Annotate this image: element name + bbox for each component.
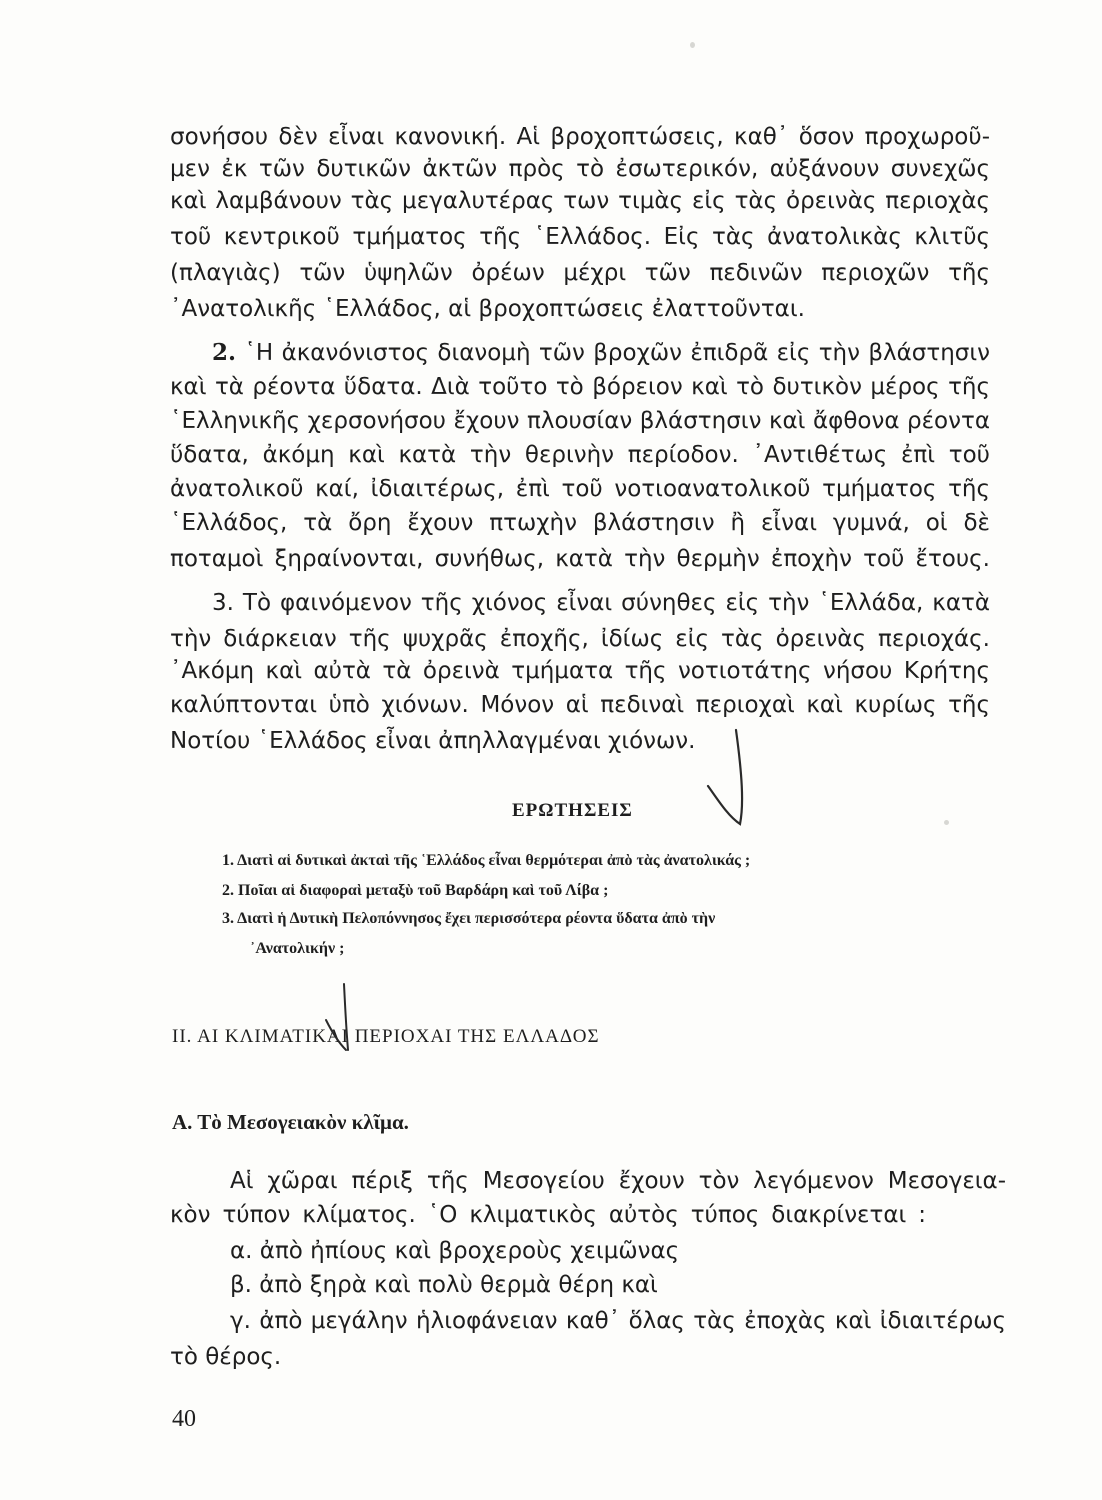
paragraph-2-number: 2.	[212, 339, 237, 366]
climate-line-6: τὸ θέρος.	[170, 1344, 282, 1370]
paragraph-2-line-7: ποταμοὶ ξηραίνονται, συνήθως, κατὰ τὴν θερμὴν ἐποχὴν τοῦ ἔτους.	[170, 546, 990, 572]
climate-line-4: β. ἀπὸ ξηρὰ καὶ πολὺ θερμὰ θέρη καὶ	[230, 1272, 658, 1298]
section-title: ΙΙ. ΑΙ ΚΛΙΜΑΤΙΚΑΙ ΠΕΡΙΟΧΑΙ ΤΗΣ ΕΛΛΑΔΟΣ	[172, 1026, 600, 1047]
paragraph-1-line-4: τοῦ κεντρικοῦ τμήματος τῆς ῾Ελλάδος. Εἰς τὰς ἀνατολικὰς κλιτῦς	[170, 224, 990, 250]
pen-check-mark-icon	[700, 728, 760, 830]
paragraph-2-line-1-text: ῾Η ἀκανόνιστος διανομὴ τῶν βροχῶν ἐπιδρᾶ εἰς τὴν βλάστησιν	[244, 340, 990, 366]
paragraph-2-line-3: ῾Ελληνικῆς χερσονήσου ἔχουν πλουσίαν βλάστησιν καὶ ἄφθονα ρέοντα	[170, 408, 990, 434]
page-number: 40	[172, 1406, 196, 1432]
question-3-continuation: ᾿Ανατολικήν ;	[250, 940, 345, 957]
climate-line-3: α. ἀπὸ ἠπίους καὶ βροχεροὺς χειμῶνας	[230, 1238, 680, 1264]
paragraph-3-line-3: ᾿Ακόμη καὶ αὐτὰ τὰ ὀρεινὰ τμήματα τῆς νοτιοτάτης νήσου Κρήτης	[170, 658, 990, 684]
paragraph-2-line-1	[212, 338, 990, 368]
climate-line-2: κὸν τύπον κλίματος. ῾Ο κλιματικὸς αὐτὸς τύπος διακρίνεται :	[170, 1202, 926, 1228]
subsection-title: Α. Τὸ Μεσογειακὸν κλῖμα.	[172, 1110, 409, 1134]
paragraph-1-line-3: καὶ λαμβάνουν τὰς μεγαλυτέρας των τιμὰς εἰς τὰς ὀρεινὰς περιοχὰς	[170, 188, 990, 214]
paper-speck	[944, 820, 949, 825]
paragraph-1-line-6: ᾿Ανατολικῆς ῾Ελλάδος, αἱ βροχοπτώσεις ἐλαττοῦνται.	[170, 296, 805, 322]
paragraph-3-line-2: τὴν διάρκειαν τῆς ψυχρᾶς ἐποχῆς, ἰδίως εἰς τὰς ὀρεινὰς περιοχάς.	[170, 626, 990, 652]
paragraph-1-line-1: σονήσου δὲν εἶναι κανονική. Αἱ βροχοπτώσεις, καθ᾿ ὅσον προχωροῦ-	[170, 124, 990, 150]
paragraph-1-line-5: (πλαγιὰς) τῶν ὑψηλῶν ὀρέων μέχρι τῶν πεδινῶν περιοχῶν τῆς	[170, 260, 990, 286]
paragraph-2-line-2: καὶ τὰ ρέοντα ὕδατα. Διὰ τοῦτο τὸ βόρειον καὶ τὸ δυτικὸν μέρος τῆς	[170, 374, 990, 400]
climate-line-1: Αἱ χῶραι πέριξ τῆς Μεσογείου ἔχουν τὸν λεγόμενον Μεσογεια-	[230, 1168, 1006, 1194]
question-3: 3. Διατὶ ἡ Δυτικὴ Πελοπόννησος ἔχει περισσότερα ρέοντα ὕδατα ἀπὸ τὴν	[222, 910, 716, 927]
paper-speck	[690, 42, 695, 48]
question-1: 1. Διατὶ αἱ δυτικαὶ ἀκταὶ τῆς ῾Ελλάδος εἶναι θερμότεραι ἀπὸ τὰς ἀνατολικάς ;	[222, 852, 751, 869]
paragraph-2-line-5: ἀνατολικοῦ καί, ἰδιαιτέρως, ἐπὶ τοῦ νοτιοανατολικοῦ τμήματος τῆς	[170, 476, 990, 502]
pen-stroke-mark-icon	[318, 982, 364, 1052]
paragraph-3-line-5: Νοτίου ῾Ελλάδος εἶναι ἀπηλλαγμέναι χιόνων.	[170, 728, 696, 754]
paragraph-3-line-1: 3. Τὸ φαινόμενον τῆς χιόνος εἶναι σύνηθες εἰς τὴν ῾Ελλάδα, κατὰ	[212, 590, 990, 616]
paragraph-1-line-2: μεν ἐκ τῶν δυτικῶν ἀκτῶν πρὸς τὸ ἐσωτερικόν, αὐξάνουν συνεχῶς	[170, 156, 990, 182]
questions-heading: ΕΡΩΤΗΣΕΙΣ	[512, 800, 633, 821]
paragraph-2-line-6: ῾Ελλάδος, τὰ ὄρη ἔχουν πτωχὴν βλάστησιν ἢ εἶναι γυμνά, οἱ δὲ	[170, 510, 990, 536]
paragraph-3-line-4: καλύπτονται ὑπὸ χιόνων. Μόνον αἱ πεδιναὶ περιοχαὶ καὶ κυρίως τῆς	[170, 692, 990, 718]
question-2: 2. Ποῖαι αἱ διαφοραὶ μεταξὺ τοῦ Βαρδάρη καὶ τοῦ Λίβα ;	[222, 882, 609, 899]
climate-line-5: γ. ἀπὸ μεγάλην ἡλιοφάνειαν καθ᾿ ὅλας τὰς ἐποχὰς καὶ ἰδιαιτέρως	[230, 1308, 1006, 1334]
paragraph-2-line-4: ὕδατα, ἀκόμη καὶ κατὰ τὴν θερινὴν περίοδον. ᾿Αντιθέτως ἐπὶ τοῦ	[170, 442, 990, 468]
